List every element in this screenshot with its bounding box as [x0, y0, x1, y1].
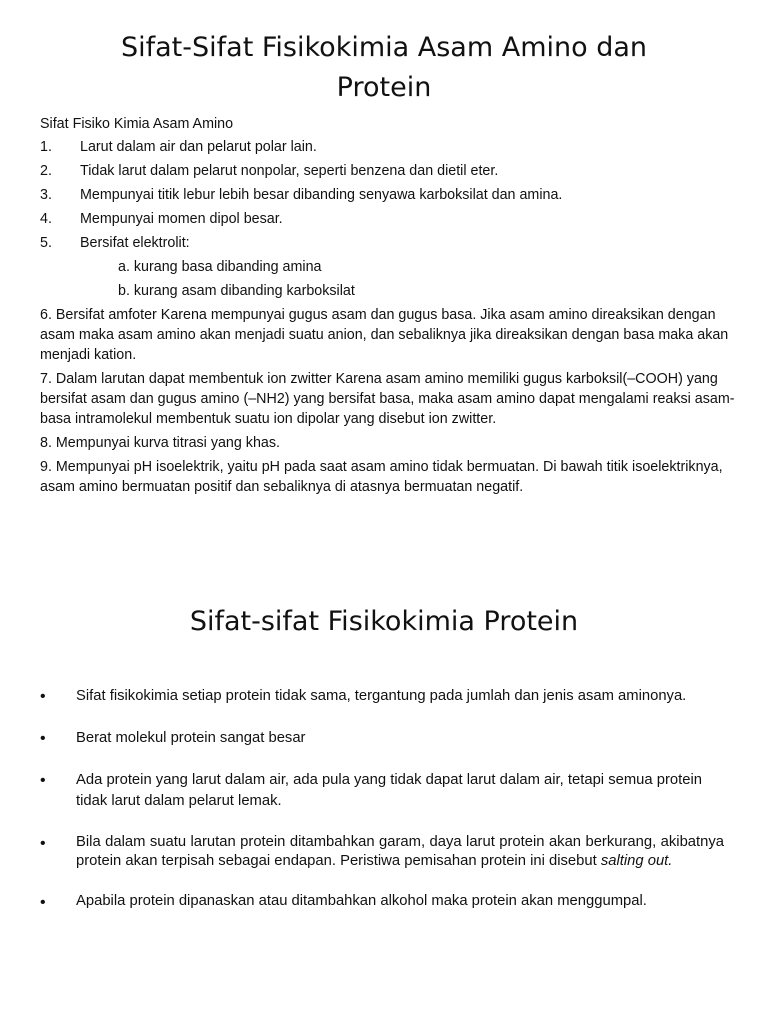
list-text: Mempunyai titik lebur lebih besar dibanding senyawa karboksilat dan amina. — [80, 187, 563, 203]
bullet-item — [40, 892, 724, 913]
list-item — [40, 209, 740, 229]
list-item — [40, 233, 740, 253]
bullet-icon: • — [40, 894, 46, 911]
list-text: Mempunyai momen dipol besar. — [80, 211, 283, 227]
bullet-item — [40, 833, 724, 871]
bullet-text: Apabila protein dipanaskan atau ditambahkan alkohol maka protein akan menggumpal. — [76, 893, 647, 909]
sublist-item: a. kurang basa dibanding amina — [118, 259, 322, 275]
bullet-icon: • — [40, 730, 46, 747]
list-item — [40, 161, 740, 181]
list-number: 4. — [40, 211, 52, 227]
bullet-item — [40, 686, 724, 707]
list-number: 5. — [40, 235, 52, 251]
list-item — [40, 185, 740, 205]
list-text: Larut dalam air dan pelarut polar lain. — [80, 139, 317, 155]
bullet-text-wrapper — [76, 833, 724, 871]
list-text: Bersifat elektrolit: — [80, 235, 190, 251]
slide2-title: Sifat-sifat Fisikokimia Protein — [189, 606, 579, 637]
bullet-text: Sifat fisikokimia setiap protein tidak sama, tergantung pada jumlah dan jenis asam aminonya. — [76, 688, 687, 704]
slide-protein — [0, 576, 768, 1024]
paragraph: 8. Mempunyai kurva titrasi yang khas. — [40, 435, 280, 451]
list-item — [40, 137, 740, 157]
bullet-text: Berat molekul protein sangat besar — [76, 730, 306, 746]
slide1-title: Sifat-Sifat Fisikokimia Asam Amino dan Protein — [120, 32, 648, 103]
paragraph: 9. Mempunyai pH isoelektrik, yaitu pH pada saat asam amino tidak bermuatan. Di bawah titik isoelektriknya, asam amino bermuatan positif dan sebaliknya di atasnya bermuatan negatif. — [40, 459, 723, 495]
bullet-item — [40, 728, 724, 749]
sublist-item: b. kurang asam dibanding karboksilat — [118, 283, 355, 299]
bullet-text: Bila dalam suatu larutan protein ditambahkan garam, daya larut protein akan berkurang, akibatnya protein akan terpisah sebagai endapan. Peristiwa pemisahan protein ini disebut — [76, 834, 724, 869]
bullet-item — [40, 770, 724, 812]
list-text: Tidak larut dalam pelarut nonpolar, seperti benzena dan dietil eter. — [80, 163, 499, 179]
bullet-icon: • — [40, 772, 46, 789]
paragraph: 6. Bersifat amfoter Karena mempunyai gugus asam dan gugus basa. Jika asam amino direaksikan dengan asam maka asam amino akan menjadi suatu anion, dan sebaliknya jika direaksikan dengan basa maka akan menjadi kation. — [40, 307, 729, 363]
slide2-body — [40, 686, 724, 934]
slide1-subheading: Sifat Fisiko Kimia Asam Amino — [40, 116, 234, 132]
list-number: 2. — [40, 163, 52, 179]
bullet-icon: • — [40, 688, 46, 705]
list-number: 1. — [40, 139, 52, 155]
bullet-text: Ada protein yang larut dalam air, ada pula yang tidak dapat larut dalam air, tetapi semua protein tidak larut dalam pelarut lemak. — [76, 772, 702, 809]
list-number: 3. — [40, 187, 52, 203]
paragraph: 7. Dalam larutan dapat membentuk ion zwitter Karena asam amino memiliki gugus karboksil(–COOH) yang bersifat asam dan gugus amino (–NH2) yang bersifat basa, maka asam amino dapat mengalami reaksi asam-basa intramolekul membentuk suatu ion dipolar yang disebut ion zwitter. — [40, 371, 735, 427]
slide1-body — [40, 114, 740, 501]
bullet-icon: • — [40, 835, 46, 852]
salting-out-term: salting out. — [600, 853, 673, 869]
